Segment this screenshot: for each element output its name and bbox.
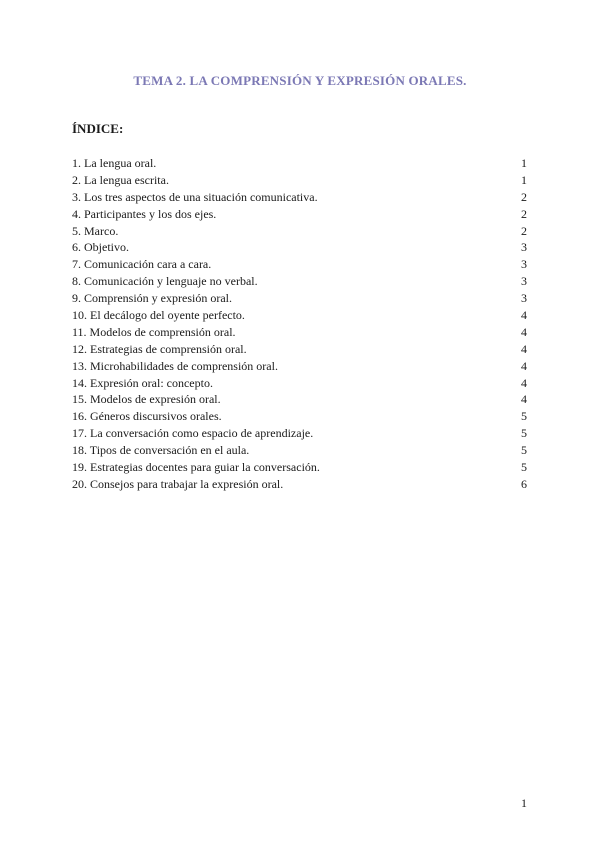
- toc-entry-label: 8. Comunicación y lenguaje no verbal.: [72, 274, 258, 289]
- toc-entry: [72, 459, 527, 476]
- toc-entry-page: 2: [521, 206, 527, 221]
- toc-entry-page: 2: [521, 189, 527, 204]
- toc-entry: [72, 307, 527, 324]
- toc-entry: [72, 324, 527, 341]
- toc-entry-page: 4: [521, 324, 527, 339]
- toc-entry-page: 3: [521, 274, 527, 289]
- toc-entry-page: 1: [521, 156, 527, 170]
- toc-entry-label: 3. Los tres aspectos de una situación comunicativa.: [72, 189, 318, 204]
- toc-entry-page: 4: [521, 308, 527, 323]
- toc-entry-page: 2: [521, 223, 527, 238]
- toc-entry: [72, 206, 527, 223]
- toc-entry: [72, 476, 527, 493]
- toc-entry: [72, 189, 527, 206]
- toc-entry-page: 5: [521, 426, 527, 441]
- toc-entry: [72, 290, 527, 307]
- toc-entry-page: 3: [521, 240, 527, 255]
- toc-entry-label: 18. Tipos de conversación en el aula.: [72, 443, 250, 458]
- toc-entry-label: 9. Comprensión y expresión oral.: [72, 291, 232, 306]
- toc-entry-page: 3: [521, 257, 527, 272]
- index-heading: ÍNDICE:: [72, 121, 124, 136]
- toc-entry-page: 3: [521, 291, 527, 306]
- toc-entry-label: 4. Participantes y los dos ejes.: [72, 206, 217, 221]
- toc-entry-page: 4: [521, 392, 527, 407]
- toc-entry-label: 20. Consejos para trabajar la expresión oral.: [72, 476, 284, 491]
- toc-entry-label: 17. La conversación como espacio de aprendizaje.: [72, 426, 314, 441]
- toc-entry-page: 1: [521, 172, 527, 187]
- toc-entry-label: 6. Objetivo.: [72, 240, 129, 255]
- toc-entry-page: 4: [521, 341, 527, 356]
- toc-entry-label: 16. Géneros discursivos orales.: [72, 409, 222, 424]
- toc-entry: [72, 408, 527, 425]
- page-number: 1: [521, 796, 527, 810]
- toc-entry: [72, 442, 527, 459]
- toc-entry: [72, 391, 527, 408]
- toc-entry: [72, 273, 527, 290]
- toc-entry-label: 12. Estrategias de comprensión oral.: [72, 341, 247, 356]
- toc-entry: [72, 239, 527, 256]
- toc-entry-page: 5: [521, 443, 527, 458]
- table-of-contents: [72, 155, 527, 493]
- toc-entry-page: 6: [521, 476, 527, 491]
- toc-entry: [72, 172, 527, 189]
- toc-entry: [72, 375, 527, 392]
- toc-entry: [72, 341, 527, 358]
- toc-entry-label: 14. Expresión oral: concepto.: [72, 375, 213, 390]
- toc-entry-page: 4: [521, 375, 527, 390]
- toc-entry-label: 15. Modelos de expresión oral.: [72, 392, 221, 407]
- toc-entry-label: 7. Comunicación cara a cara.: [72, 257, 212, 272]
- toc-entry-label: 19. Estrategias docentes para guiar la conversación.: [72, 460, 320, 475]
- toc-entry-label: 10. El decálogo del oyente perfecto.: [72, 308, 245, 323]
- toc-entry: [72, 425, 527, 442]
- toc-entry-label: 5. Marco.: [72, 223, 119, 238]
- toc-entry-label: 13. Microhabilidades de comprensión oral.: [72, 358, 278, 373]
- toc-entry-label: 11. Modelos de comprensión oral.: [72, 324, 236, 339]
- toc-entry: [72, 155, 527, 172]
- toc-entry: [72, 256, 527, 273]
- toc-entry-label: 2. La lengua escrita.: [72, 172, 169, 187]
- toc-entry: [72, 223, 527, 240]
- toc-entry-page: 5: [521, 460, 527, 475]
- toc-entry: [72, 358, 527, 375]
- toc-entry-page: 5: [521, 409, 527, 424]
- page-title: TEMA 2. LA COMPRENSIÓN Y EXPRESIÓN ORALES.: [133, 73, 467, 88]
- toc-entry-page: 4: [521, 358, 527, 373]
- toc-entry-label: 1. La lengua oral.: [72, 156, 157, 170]
